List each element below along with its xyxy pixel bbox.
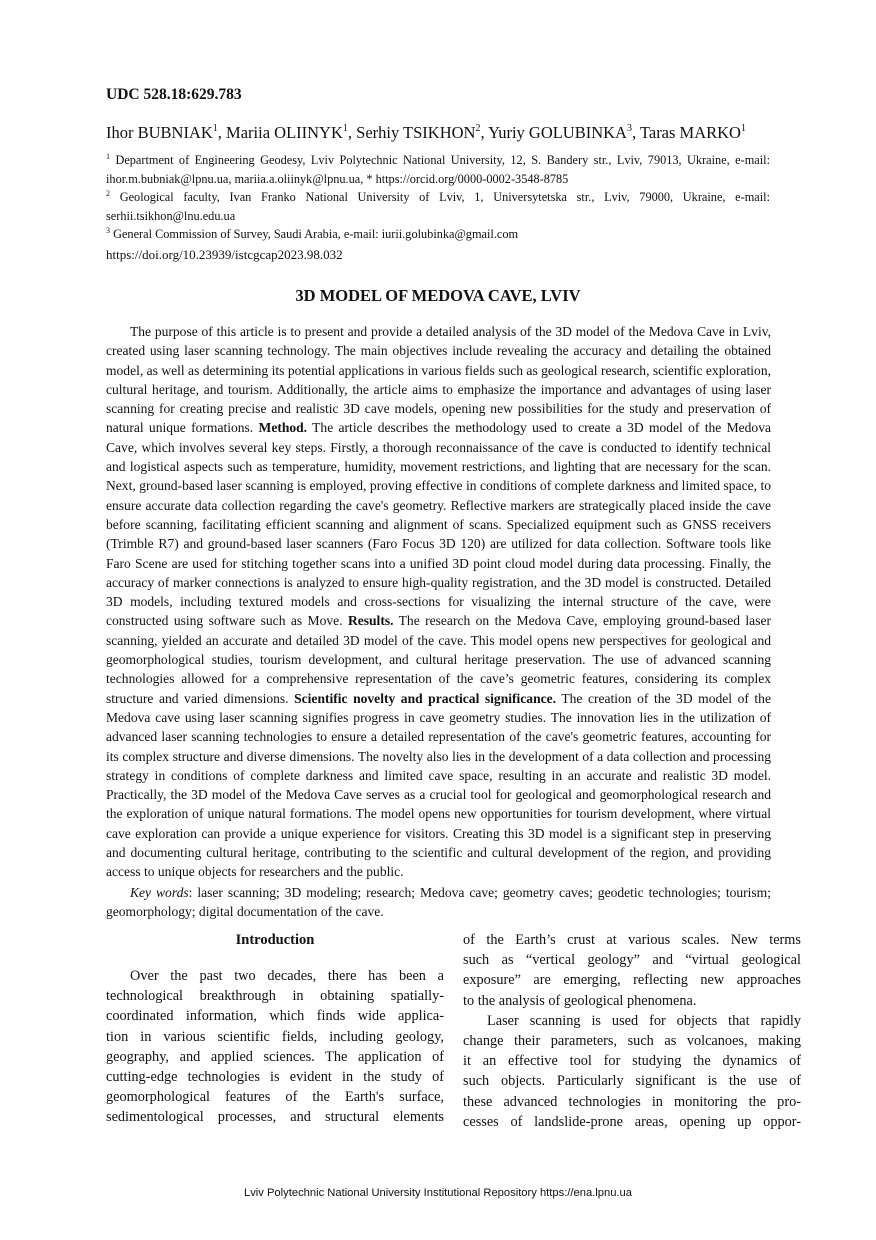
affiliation-marker: 3 [626,123,632,134]
results-label: Results. [347,613,394,629]
method-label: Method. [258,420,308,436]
affiliation-3: $^3$ General Commission of Survey, Saudi Arabia, e-mail: iurii.golubinka@gmail.com [106,226,519,241]
author-name: Taras MARKO [639,123,741,142]
author-name: Yuriy GOLUBINKA [488,123,627,142]
intro-paragraph-1: Over the past two decades, there has been a technological breakthrough in obtaining spatially- coordinated information, which finds wide applica- tion in various scientific fields, including geology, geography, and applied sciences. The application of cutting-edge technologies is evident in the study of geomorphological features of the Earth's surface, sedimentological processes, and structural elements [106,968,444,1126]
paper-title: 3D MODEL OF MEDOVA CAVE, LVIV [295,286,581,305]
affiliation-marker: 1 [342,123,348,134]
author-name: Serhiy TSIKHON [356,123,476,142]
affiliation-2: $^2$ Geological faculty, Ivan Franko National University of Lviv, 1, Universytetska str., Lviv, 79000, Ukraine, e-mail: serhii.tsikhon@lnu.edu.ua [106,189,771,223]
affiliation-marker: 1 [740,123,746,134]
affiliation-1: $^1$ Department of Engineering Geodesy, Lviv Polytechnic National University, 12, S. Bandery str., Lviv, 79013, Ukraine, e-mail: ihor.m.bubniak@lpnu.ua, mariia.a.oliinyk@lpnu.ua, * https://orcid.org/0000-0002-3548-8785 [106,152,770,186]
novelty-label: Scientific novelty and practical significance. [294,690,557,706]
affiliation-marker: 1 [212,123,218,134]
affiliations [106,151,770,244]
affiliation-marker: 2 [475,123,481,134]
keywords: Key words: laser scanning; 3D modeling; research; Medova cave; geometry caves; geodetic technologies; tourism; geomorphology; digital documentation of the cave. [106,884,771,919]
keywords-label: Key words [130,884,189,900]
column-right [463,930,801,1132]
repository-footer: Lviv Polytechnic National University Institutional Repository https://ena.lpnu.ua [243,1187,633,1199]
doi-link[interactable]: https://doi.org/10.23939/istcgcap2023.98.032 [106,247,343,262]
intro-paragraph-2: Laser scanning is used for objects that rapidly change their parameters, such as volcanoes, making it an effective tool for studying the dynamics of such objects. Particularly significant is the use of these advanced technologies in monitoring the pro- cesses of landslide-prone areas, opening up oppor- [463,1012,801,1130]
abstract-body: The purpose of this article is to present and provide a detailed analysis of the 3D model of the Medova Cave in Lviv, created using laser scanning technology. The main objectives include revealing the accuracy and detailing the obtained model, as well as determining its potential applications in various fields such as geological research, scientific exploration, cultural heritage, and tourism. Additionally, the article aims to emphasize the importance and advantages of using laser scanning for creating precise and realistic 3D cave models, opening new possibilities for the study and preservation of natural unique formations. Method. The article describes the methodology used to create a 3D model of the Medova Cave, which involves several key steps. Firstly, a thorough reconnaissance of the cave is conducted to identify technical and logistical aspects such as temperature, humidity, movement restrictions, and lighting that are necessary for the scan. Next, ground-based laser scanning is employed, proving effective in conditions of complete darkness and limited space, to ensure accurate data collection regarding the cave's geometry. Reflective markers are strategically placed inside the cave before scanning, facilitating efficient scanning and alignment of scans. Specialized equipment such as GNSS receivers (Trimble R7) and ground-based laser scanners (Faro Focus 3D 120) are utilized for data collection. Software tools like Faro Scene are used for stitching together scans into a unified 3D point cloud model during data processing. Finally, the accuracy of marker connections is analyzed to ensure high-quality registration, and the 3D model is constructed. Detailed 3D models, including textured models and cross-sections for visualizing the internal structure of the cave, were constructed using software such as Move. Results. The research on the Medova Cave, employing ground-based laser scanning, yielded an accurate and detailed 3D model of the cave. This model opens new perspectives for geological and geomorphological studies, tourism development, and cultural heritage preservation. The use of advanced scanning technologies allowed for a comprehensive representation of the cave’s geometric features, considering its complex structure and varied dimensions. Scientific novelty and practical significance. The creation of the 3D model of the Medova cave using laser scanning signifies progress in cave geometry studies. The innovation lies in the utilization of advanced laser scanning technologies to ensure a detailed representation of the cave's geometric features, accounting for its complex structure and diverse dimensions. The novelty also lies in the development of a data collection and processing strategy in conditions of complete darkness and limited cave space, resulting in an accurate and realistic 3D model. Practically, the 3D model of the Medova Cave serves as a crucial tool for geological and geomorphological research and the exploration of unique natural formations. The model opens new opportunities for tourism development, where virtual cave exploration can provide a unique experience for visitors. Creating this 3D model is a significant step in preserving and documenting cultural heritage, contributing to the scientific and cultural development of the region, and providing access to unique objects for researchers and the public. [106,324,771,880]
udc-code: UDC 528.18:629.783 [106,86,242,103]
intro-paragraph-1-continued: of the Earth’s crust at various scales. New terms such as “vertical geology” and “virtual geological exposure” are emerging, reflecting new approaches to the analysis of geological phenomena. [463,932,801,1009]
abstract [106,322,771,921]
section-heading-introduction: Introduction [235,932,315,948]
author-name: Ihor BUBNIAK [106,123,213,142]
author-name: Mariia OLIINYK [226,123,343,142]
author-list: Ihor BUBNIAK$^1$, Mariia OLIINYK$^1$, Serhiy TSIKHON$^2$, Yuriy GOLUBINKA$^3$, Taras MARKO$^1$ [106,123,746,142]
column-left [106,930,444,1128]
